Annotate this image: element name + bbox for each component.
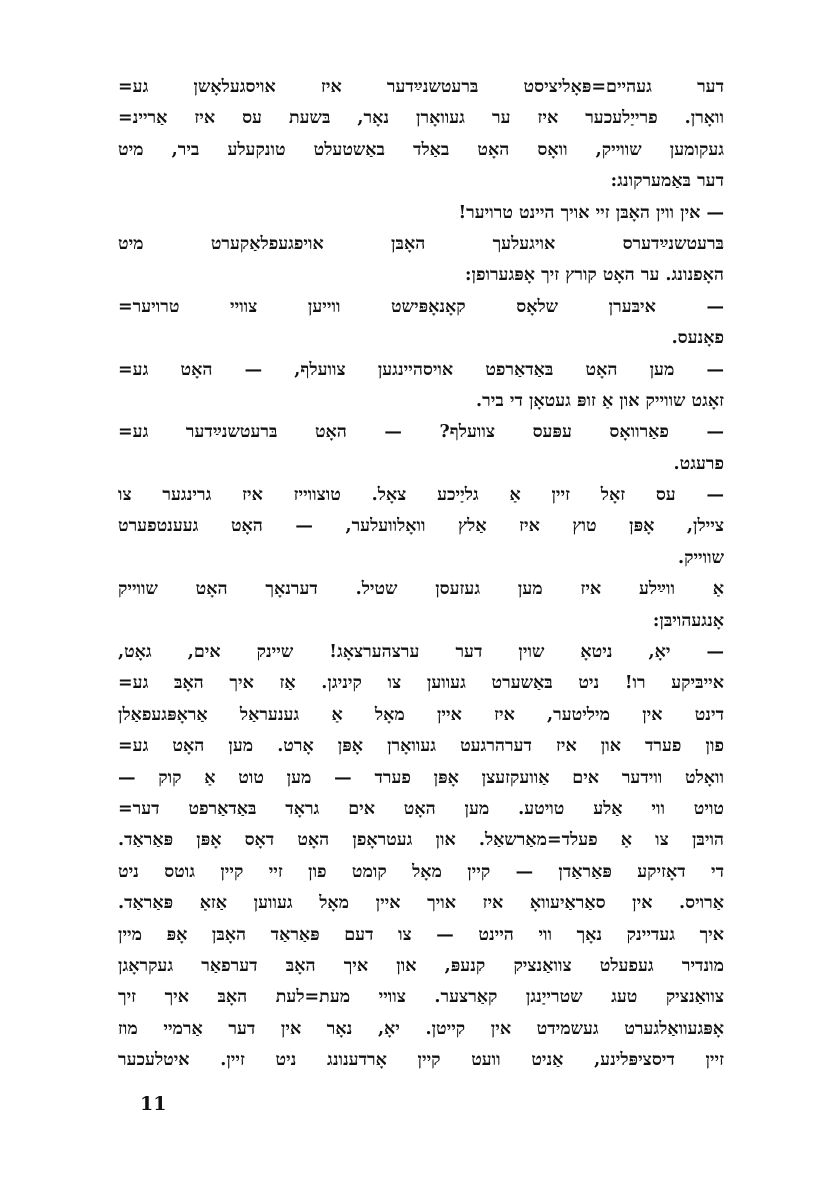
text-line: אַ ווײַלע איז מען געזעסן שטיל. דערנאָך האָט שווייק bbox=[118, 579, 724, 600]
text-line: פאָנעס. bbox=[671, 328, 724, 349]
text-line: הויבּן צו אַ פעלד=מאַרשאַל. און געטראָפן האָט דאָס אָפּן פּאַראַד. bbox=[118, 830, 724, 851]
text-line: צוואַנציק טעג שטרייַנגן קאַרצער. צוויי מעת=לעת האָבּ איך זיך bbox=[118, 987, 724, 1008]
text-line: שווייק. bbox=[678, 547, 724, 568]
text-line: אייבּיקע רו! ניט בּאַשערט געווען צו קיניגן. אַז איך האָבּ גע= bbox=[118, 673, 724, 694]
text-line: — פאַרוואָס עפּעס צוועלף? — האָט בּרעטשנײַדער גע= bbox=[118, 422, 724, 443]
text-line: — יאָ, ניטאָ שוין דער ערצהערצאָג! שיינק אים, גאָט, bbox=[118, 642, 724, 663]
text-line: טויט ווי אַלע טויטע. מען האָט אים גראָד בּאַדאַרפט דער= bbox=[118, 798, 724, 819]
text-line: אָנגעהויבּן: bbox=[652, 610, 724, 631]
text-line: זיין דיסציפּלינע, אַניט וועט קיין אָרדענונג ניט זיין. איטלעכער bbox=[118, 1050, 724, 1071]
text-line: מונדיר געפעלט צוואַנציק קנעפּ, און איך האָבּ דערפאַר געקראָגן bbox=[118, 955, 724, 976]
text-line: — אין ווין האָבּן זיי אויך היינט טרויער! bbox=[458, 202, 724, 223]
text-line: — איבּערן שלאָס קאָנאָפּישט ווייען צוויי טרויער= bbox=[118, 296, 724, 317]
text-line: דער בּאַמערקונג: bbox=[610, 171, 724, 192]
page-number: 11 bbox=[140, 1093, 167, 1115]
text-line: וואָרן. פרייַלעכער איז ער געוואָרן נאָר, בּשעת עס איז אַריינ= bbox=[118, 108, 724, 129]
body-text bbox=[118, 72, 724, 1077]
text-line: פון פערד און איז דערהרגעט געוואָרן אָפּן אָרט. מען האָט גע= bbox=[118, 736, 724, 757]
text-line: אָפּגעוואַלגערט געשמידט אין קייטן. יאָ, נאָר אין דער אַרמיי מוז bbox=[118, 1018, 724, 1039]
text-line: — עס זאָל זיין אַ גליַיכע צאָל. טוצווייז איז גרינגער צו bbox=[118, 485, 724, 506]
text-line: ציילן, אָפּן טוץ איז אַלץ וואָלוועלער, — האָט געענטפערט bbox=[118, 516, 724, 537]
text-line: אַרויס. אין סאַראַיעוואָ איז אויך איין מאָל געווען אַזאַ פּאַראַד. bbox=[118, 893, 724, 914]
text-line: וואָלט ווידער אים אַוועקזעצן אָפּן פערד — מען טוט אַ קוק — bbox=[118, 767, 724, 788]
text-line: געקומען שווייק, וואָס האָט באַלד באַשטעלט טונקעלע ביר, מיט bbox=[118, 139, 724, 160]
text-line: — מען האָט בּאַדאַרפט אויסהיינגען צוועלף, — האָט גע= bbox=[118, 359, 724, 380]
text-line: זאָגט שווייק און אַ זופּ געטאָן די ביר. bbox=[476, 390, 724, 411]
text-line: פרעגט. bbox=[673, 453, 724, 474]
text-line: דער געהיים=פּאָליציסט בּרעטשנײַדער איז אויסגעלאָשן גע= bbox=[118, 77, 724, 97]
text-line: האָפנונג. ער האָט קורץ זיך אָפּגערופן: bbox=[465, 265, 724, 286]
text-line: דינט אין מיליטער, איז איין מאָל אַ גענעראַל אַראָפּגעפאַלן bbox=[118, 704, 724, 725]
text-line: איך געדיינק נאָך ווי היינט — צו דעם פּאַראַד האָבּן אָפּ מיין bbox=[118, 924, 724, 945]
text-line: בּרעטשנײַדערס אויגעלעך האָבּן אויפגעפלאַקערט מיט bbox=[118, 233, 724, 254]
text-line: די דאָזיקע פּאַראַדן — קיין מאָל קומט פון זיי קיין גוטס ניט bbox=[118, 861, 724, 882]
